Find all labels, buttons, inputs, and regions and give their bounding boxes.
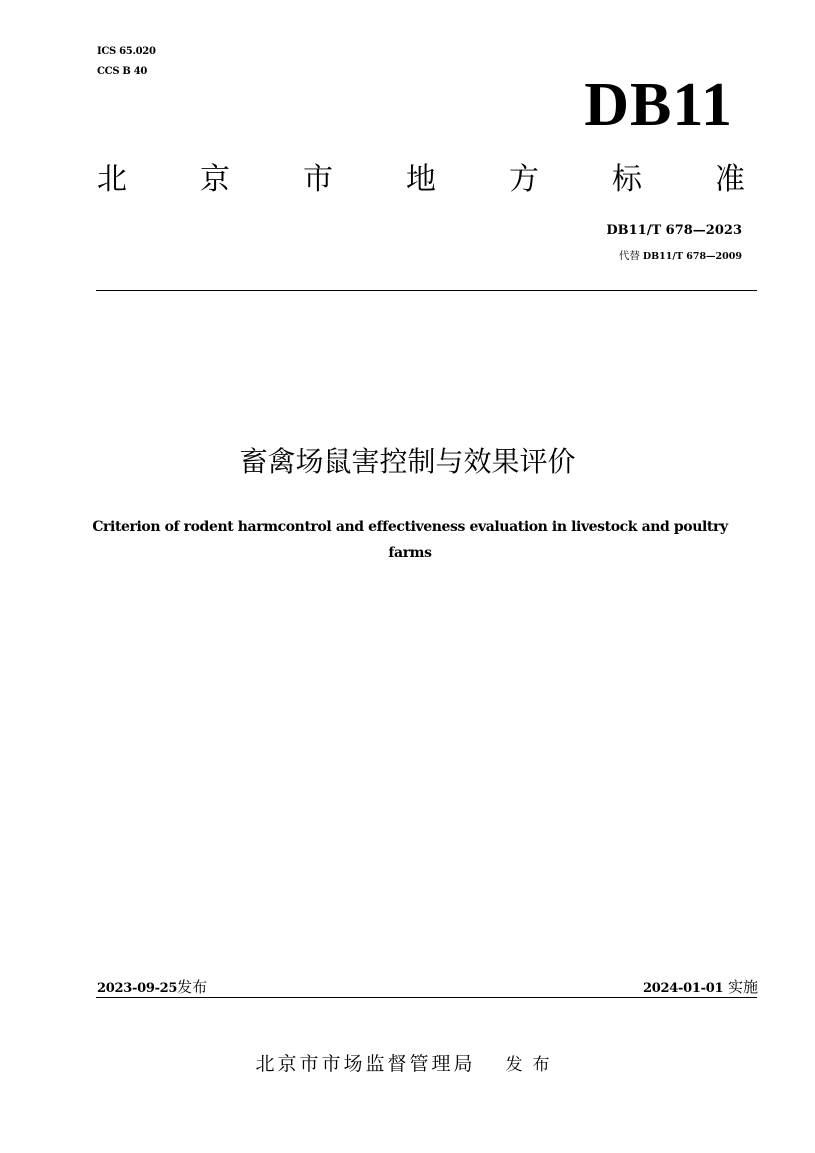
title-char: 北 xyxy=(97,162,127,197)
publisher-name: 北京市市场监督管理局 xyxy=(255,1053,476,1075)
implement-label: 实施 xyxy=(727,978,758,996)
ccs-code: CCS B 40 xyxy=(97,66,148,77)
document-title-english: Criterion of rodent harmcontrol and effectiveness evaluation in livestock and poultry farms xyxy=(92,519,728,561)
title-char: 地 xyxy=(406,162,436,197)
classification-codes xyxy=(97,42,156,82)
title-char: 京 xyxy=(200,162,230,197)
footer-divider xyxy=(96,997,757,998)
header-divider xyxy=(96,290,757,291)
issue-label: 发布 xyxy=(177,978,208,996)
publisher-line xyxy=(0,1050,815,1079)
ics-code: ICS 65.020 xyxy=(97,46,156,57)
standard-type-title xyxy=(97,160,745,200)
title-char: 市 xyxy=(303,162,333,197)
issue-date: 2023-09-25 xyxy=(97,981,178,996)
standard-number: DB11/T 678—2023 xyxy=(606,223,742,238)
replaces-label: 代替 xyxy=(618,250,640,262)
title-char: 方 xyxy=(509,162,539,197)
title-char: 标 xyxy=(612,162,642,197)
title-char: 准 xyxy=(715,162,745,197)
implement-date: 2024-01-01 xyxy=(643,981,724,996)
standard-logo: DB11 xyxy=(584,71,733,139)
replaces-number: DB11/T 678—2009 xyxy=(642,251,742,262)
publisher-suffix: 发布 xyxy=(505,1055,560,1075)
replaces-line xyxy=(619,247,742,266)
document-title-chinese: 畜禽场鼠害控制与效果评价 xyxy=(239,445,576,478)
